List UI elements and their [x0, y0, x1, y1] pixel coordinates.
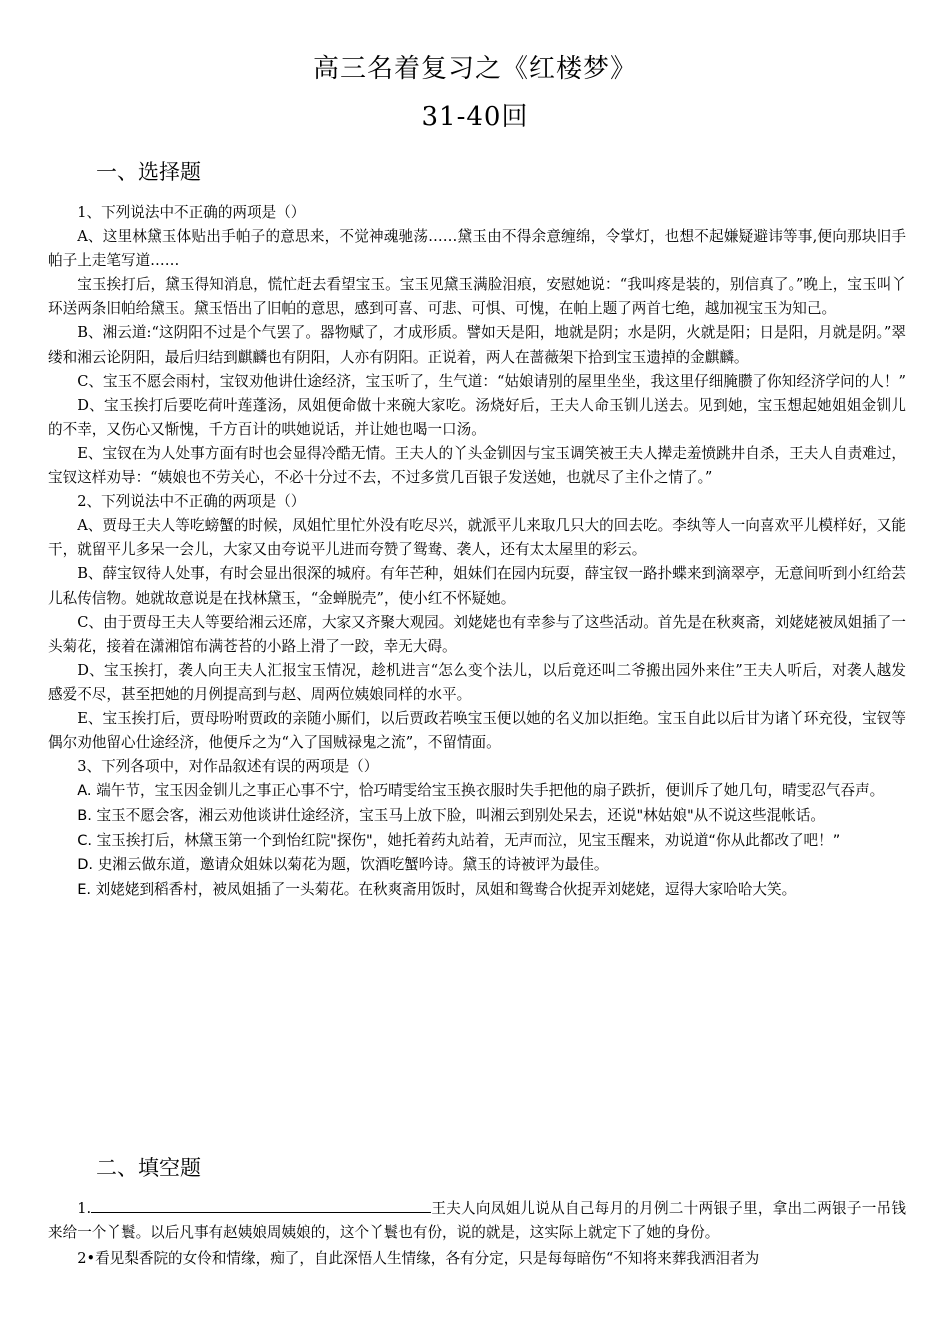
fill-questions: [48, 1197, 906, 1271]
question-1-option-d: D、宝玉挨打后要吃荷叶莲蓬汤，凤姐便命做十来碗大家吃。汤烧好后，王夫人命玉钏儿送去。见到她，宝玉想起她姐姐金钏儿的不幸，又伤心又惭愧，千方百计的哄她说话，并让她也喝一口汤。: [48, 396, 906, 438]
page-subtitle: 31-40回: [421, 102, 529, 132]
question-2-option-e: E、宝玉挨打后，贾母吩咐贾政的亲随小厮们，以后贾政若唤宝玉便以她的名义加以拒绝。宝玉自此以后甘为诸丫环充役，宝钗等偶尔劝他留心仕途经济，他便斥之为“入了国贼禄鬼之流”，不留情面。: [48, 709, 906, 752]
question-1-option-a: A、这里林黛玉体贴出手帕子的意思来，不觉神魂驰荡……黛玉由不得余意缠绵，令掌灯，也想不起嫌疑避讳等事,便向那块旧手帕子上走笔写道……: [48, 228, 906, 270]
question-2-option-b: B、薛宝钗待人处事，有时会显出很深的城府。有年芒种，姐妹们在园内玩耍，薛宝钗一路扑蝶来到滴翠亭，无意间听到小红给芸儿私传信物。她就故意说是在找林黛玉，“金蝉脱壳”，使小红不怀疑她。: [48, 565, 906, 607]
fill-question-1-number: 1.: [77, 1200, 92, 1217]
question-1-option-c: C、宝玉不愿会雨村，宝钗劝他讲仕途经济，宝玉听了，生气道：“姑娘请别的屋里坐坐，我这里仔细腌臜了你知经济学问的人！”: [77, 372, 906, 390]
fill-question-2: 2•看见梨香院的女伶和情缘，痴了，自此深悟人生情缘，各有分定，只是每每暗伤“不知将来葬我洒泪者为: [77, 1250, 760, 1267]
page-title: 高三名着复习之《红楼梦》: [312, 54, 637, 84]
question-1-option-e: E、宝钗在为人处事方面有时也会显得冷酷无情。王夫人的丫头金钏因与宝玉调笑被王夫人撵走羞愤跳井自杀，王夫人自责难过，宝钗这样劝导：“姨娘也不劳关心，不必十分过不去，不过多赏几百银子发送她，也就尽了主仆之情了。”: [48, 444, 906, 487]
question-1-stem: 1、下列说法中不正确的两项是（）: [77, 204, 306, 221]
question-2-stem: 2、下列说法中不正确的两项是（）: [77, 493, 306, 511]
answer-blank: [91, 1198, 431, 1213]
question-3-stem: 3、下列各项中，对作品叙述有误的两项是（）: [77, 758, 379, 776]
question-2-option-c: C、由于贾母王夫人等要给湘云还席，大家又齐聚大观园。刘姥姥也有幸参与了这些活动。首先是在秋爽斋，刘姥姥被凤姐插了一头菊花，接着在潇湘馆布满苍苔的小路上滑了一跤，幸无大碍。: [48, 613, 906, 655]
question-3-option-d: D. 史湘云做东道，邀请众姐妹以菊花为题，饮酒吃蟹吟诗。黛玉的诗被评为最佳。: [77, 856, 609, 874]
fill-question-1: [48, 1197, 906, 1245]
section-heading-choice: 一、选择题: [96, 160, 201, 184]
question-3-option-a: A. 端午节，宝玉因金钏儿之事正心事不宁，恰巧晴雯给宝玉换衣服时失手把他的扇子跌折，便训斥了她几句，晴雯忍气吞声。: [77, 782, 885, 800]
question-3-option-e: E. 刘姥姥到稻香村，被凤姐插了一头菊花。在秋爽斋用饭时，凤姐和鸳鸯合伙捉弄刘姥姥，逗得大家哈哈大笑。: [77, 881, 797, 899]
fill-question-1-text: 王夫人向凤姐儿说从自己每月的月例二十两银子里，拿出二两银子一吊钱来给一个丫鬟。以后凡事有赵姨娘周姨娘的，这个丫鬟也有份，说的就是，这实际上就定下了她的身份。: [48, 1200, 906, 1241]
question-1-option-b: B、湘云道:“这阴阳不过是个气罢了。器物赋了，才成形质。譬如天是阳，地就是阴；水是阴，火就是阳；日是阳，月就是阴。”翠缕和湘云论阴阳，最后归结到麒麟也有阴阳，人亦有阴阳。正说着，两人在蔷薇架下拾到宝玉遗掉的金麒麟。: [48, 324, 906, 366]
question-3-option-c: C. 宝玉挨打后，林黛玉第一个到怡红院"探伤"，她托着药丸站着，无声而泣，见宝玉醒来，劝说道“你从此都改了吧！”: [77, 831, 841, 849]
choice-questions: [48, 201, 906, 903]
section-heading-fill: 二、填空题: [96, 1156, 201, 1180]
question-3-option-b: B. 宝玉不愿会客，湘云劝他谈讲仕途经济，宝玉马上放下脸，叫湘云到别处呆去，还说"林姑娘"从不说这些混帐话。: [77, 806, 826, 824]
question-2-option-a: A、贾母王夫人等吃螃蟹的时候，凤姐忙里忙外没有吃尽兴，就派平儿来取几只大的回去吃。李纨等人一向喜欢平儿模样好，又能干，就留平儿多呆一会儿，大家又由夸说平儿进而夸赞了鸳鸯、袭人，还有太太屋里的彩云。: [48, 517, 906, 559]
question-1-option-a-cont: 宝玉挨打后，黛玉得知消息，慌忙赶去看望宝玉。宝玉见黛玉满脸泪痕，安慰她说：“我叫疼是装的，别信真了。”晚上，宝玉叫丫环送两条旧帕给黛玉。黛玉悟出了旧帕的意思，感到可喜、可悲、可惧、可愧，在帕上题了两首七绝，越加视宝玉为知己。: [48, 276, 906, 318]
question-2-option-d: D、宝玉挨打，袭人向王夫人汇报宝玉情况，趁机进言“怎么变个法儿，以后竟还叫二爷搬出园外来住”王夫人听后，对袭人越发感爱不尽，甚至把她的月例提高到与赵、周两位姨娘同样的水平。: [48, 661, 906, 703]
